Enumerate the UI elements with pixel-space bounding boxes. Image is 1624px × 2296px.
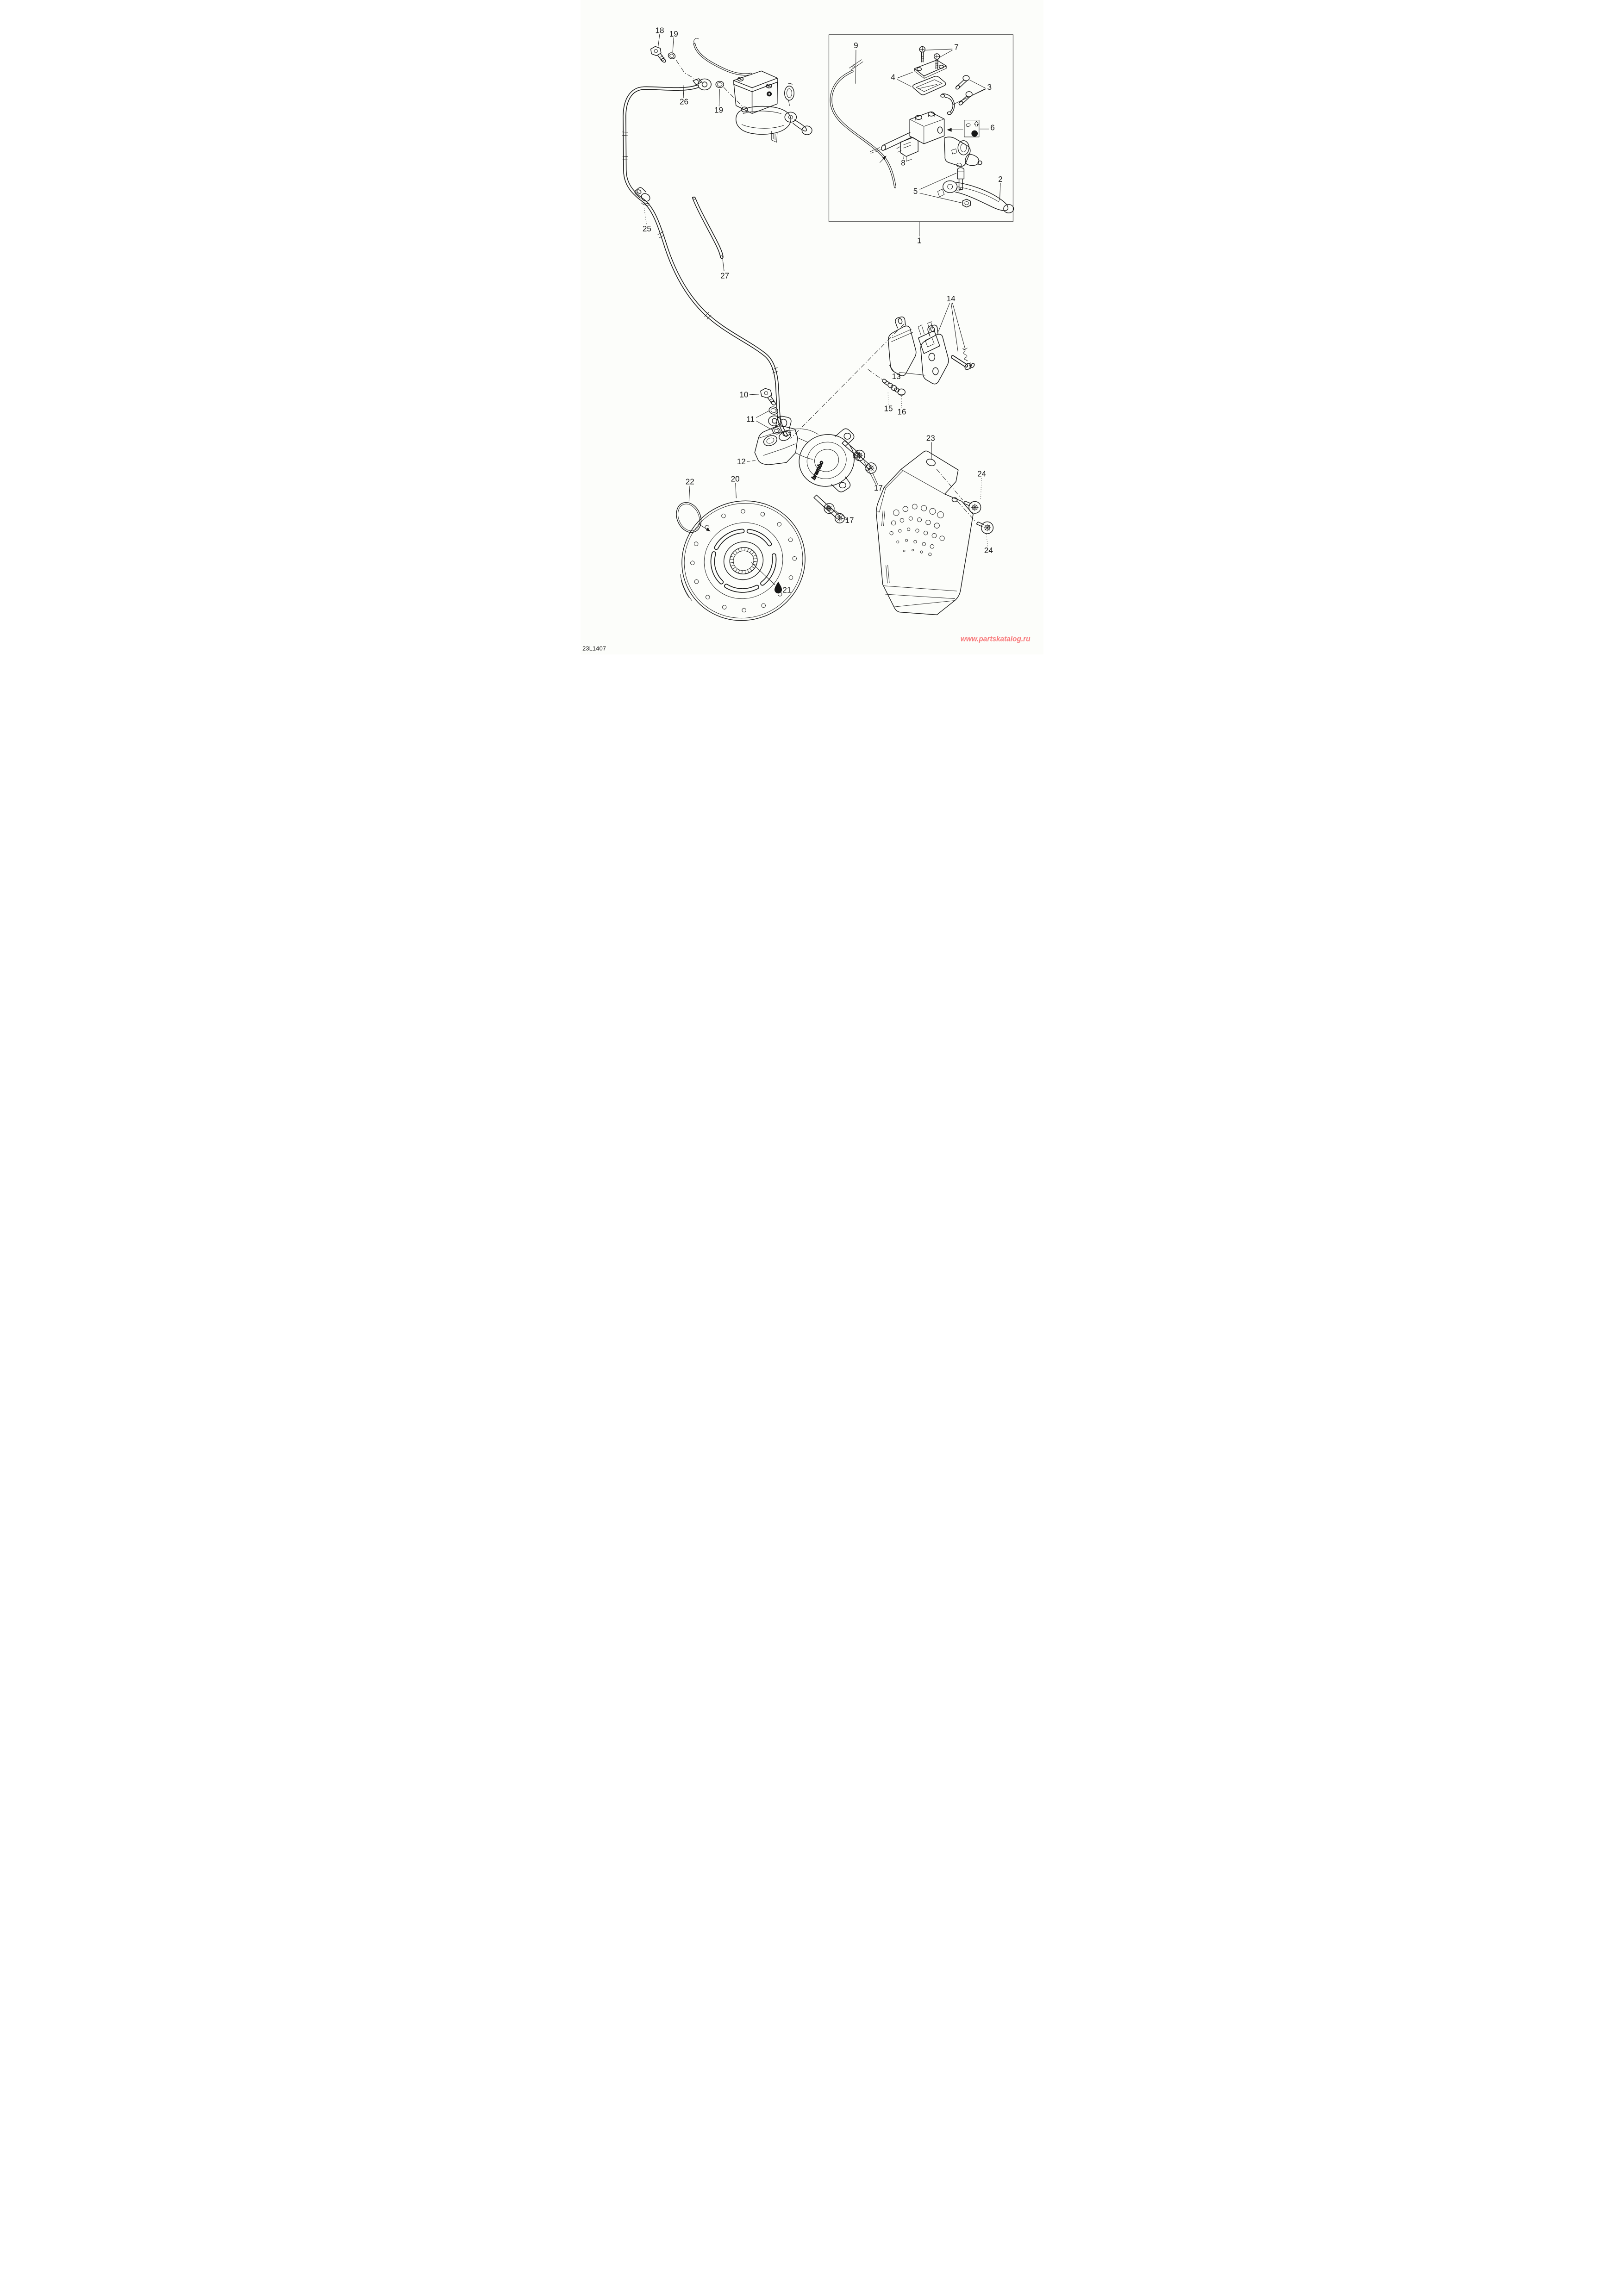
watermark-link[interactable]: www.partskatalog.ru (960, 635, 1031, 643)
master-cylinder-assembly (734, 71, 812, 142)
part-label-11: 11 (746, 415, 755, 424)
hose-protector-sleeve (692, 197, 723, 259)
lever-holder (944, 137, 970, 167)
part-label-25: 25 (642, 224, 651, 234)
reservoir-gasket (913, 76, 946, 95)
inset-master-cylinder-exploded (831, 47, 1014, 213)
arrowhead (706, 528, 711, 531)
part-label-14: 14 (946, 294, 956, 304)
part-label-23: 23 (926, 434, 935, 443)
inset-reservoir-body (870, 112, 944, 154)
part-label-18: 18 (655, 26, 664, 35)
switch-wires (831, 60, 895, 187)
part-label-7: 7 (954, 43, 959, 52)
part-label-13: 13 (892, 372, 901, 381)
lubricant-droplet-icon (775, 582, 782, 594)
part-label-24: 24 (984, 546, 993, 555)
pad-pin (953, 357, 975, 371)
part-label-17: 17 (845, 516, 854, 525)
parts-diagram-sheet (581, 0, 1043, 654)
part-label-1: 1 (917, 236, 922, 245)
part-label-6: 6 (990, 123, 995, 132)
arrowhead (947, 128, 951, 132)
clamp-bolt (955, 75, 969, 90)
part-label-24: 24 (977, 469, 987, 479)
brake-pipe (694, 38, 751, 75)
part-label-4: 4 (891, 73, 895, 82)
guard-perforations (890, 504, 944, 556)
leader-lines (644, 34, 1000, 585)
banjo-bolt-18 (651, 46, 667, 63)
part-label-5: 5 (913, 187, 918, 196)
pivot-nut (963, 199, 971, 207)
part-label-22: 22 (685, 477, 694, 486)
disc-drill-holes (674, 492, 813, 629)
lever-blade (793, 120, 806, 131)
decal-kit (964, 120, 979, 137)
part-label-8: 8 (901, 158, 906, 168)
reservoir-cover (914, 60, 946, 79)
bleeder-cap (898, 389, 905, 395)
caliper-banjo-bolt (761, 388, 776, 406)
hose-segment-marks (623, 132, 778, 373)
brake-disc (659, 481, 824, 642)
part-label-10: 10 (739, 390, 749, 399)
part-label-27: 27 (720, 271, 730, 280)
clamp-half (941, 94, 955, 115)
caliper-mount-bolt (825, 505, 844, 523)
brake-lever (937, 181, 1013, 213)
caliper-guard-plate (876, 451, 973, 615)
decal-min-text: MIN (973, 132, 977, 135)
part-label-16: 16 (897, 407, 906, 417)
hub-splines (725, 543, 762, 578)
reservoir-cover-screw (919, 47, 925, 62)
brake-hose (623, 87, 786, 435)
part-label-20: 20 (731, 474, 740, 484)
part-label-3: 3 (987, 83, 992, 92)
part-label-26: 26 (679, 97, 688, 106)
guard-screw (963, 501, 981, 514)
part-label-15: 15 (884, 404, 893, 413)
pivot-pin (957, 168, 964, 190)
brake-light-switch (897, 137, 918, 161)
part-label-21: 21 (782, 585, 792, 595)
caliper-brand-text: brembo (810, 460, 825, 481)
part-label-2: 2 (998, 174, 1003, 184)
drawing-code: 23L1407 (582, 645, 606, 652)
pump-body (736, 106, 791, 135)
o-ring (672, 498, 706, 536)
brake-caliper (755, 416, 861, 493)
brake-parts-diagram (581, 0, 1043, 654)
sealing-washer-19 (667, 52, 676, 60)
part-number-labels (643, 26, 1003, 595)
pad-pin-clip (963, 348, 968, 361)
part-label-9: 9 (854, 41, 858, 50)
rubber-boot (965, 154, 982, 166)
guard-screw (976, 522, 993, 534)
bar-clamp-ring (785, 86, 794, 100)
part-label-17: 17 (874, 484, 883, 493)
part-label-19: 19 (714, 106, 723, 115)
part-label-12: 12 (737, 457, 746, 467)
sealing-washer-19 (716, 81, 724, 88)
part-label-19: 19 (669, 30, 678, 39)
caliper-mount-bolt (814, 495, 834, 514)
